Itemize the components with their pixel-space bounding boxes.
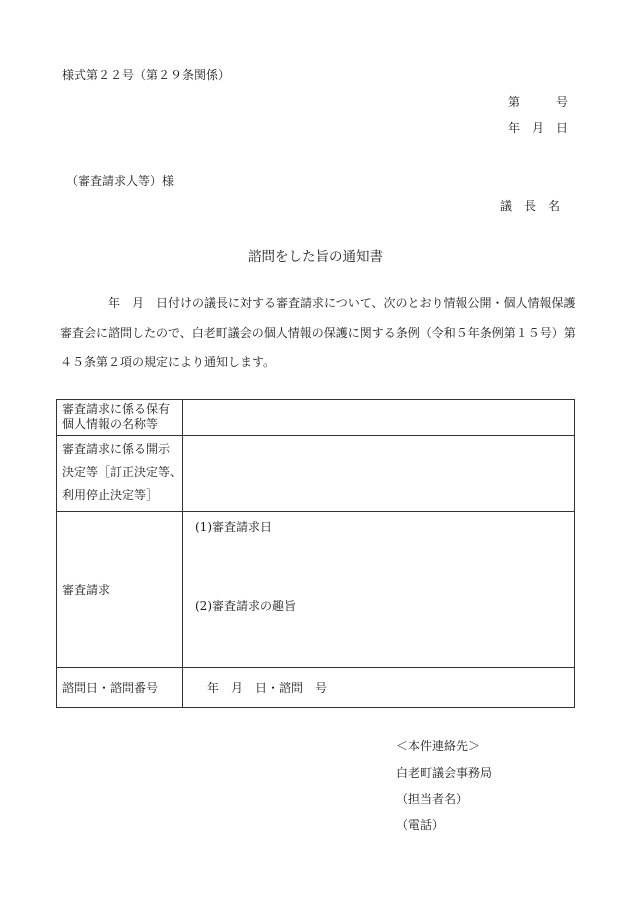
row-label-request	[57, 512, 183, 668]
document-title: 諮問をした旨の通知書	[248, 249, 383, 265]
label-text: 審査請求	[62, 583, 111, 597]
body-line: 年 月 日付けの議長に対する審査請求について、次のとおり情報公開・個人情報保護	[60, 296, 576, 310]
personal-info-field[interactable]	[183, 400, 575, 436]
contact-heading: ＜本件連絡先＞	[396, 739, 481, 753]
sender-name: 議 長 名	[500, 199, 561, 213]
label-line: 審査請求に係る開示	[62, 442, 171, 456]
table-row	[57, 436, 575, 512]
row-label-personal-info	[57, 400, 183, 436]
contact-phone: （電話）	[396, 818, 445, 832]
consultation-value: 年 月 日・諮問 号	[207, 681, 328, 695]
table-row	[57, 668, 575, 708]
disclosure-decision-field[interactable]	[183, 436, 575, 512]
label-line: 利用停止決定等］	[62, 488, 159, 502]
table-row	[57, 400, 575, 436]
label-text: 諮問日・諮問番号	[62, 681, 159, 695]
addressee: （審査請求人等）様	[66, 174, 175, 188]
body-line: 審査会に諮問したので、白老町議会の個人情報の保護に関する条例（令和５年条例第１５号）第	[60, 326, 576, 340]
document-date: 年 月 日	[508, 121, 569, 135]
label-line: 審査請求に係る保有	[62, 402, 171, 416]
consultation-date-number-field[interactable]	[183, 668, 575, 708]
form-number: 様式第２２号（第２９条関係）	[62, 68, 231, 82]
label-line: 決定等［訂正決定等、	[62, 465, 183, 479]
request-table	[56, 399, 575, 708]
label-line: 個人情報の名称等	[62, 417, 159, 431]
request-date-item: (1)審査請求日	[195, 520, 272, 534]
row-label-consultation	[57, 668, 183, 708]
contact-office: 白老町議会事務局	[396, 766, 493, 780]
request-field[interactable]	[183, 512, 575, 668]
row-label-disclosure-decision	[57, 436, 183, 512]
table-row	[57, 512, 575, 668]
request-purpose-item: (2)審査請求の趣旨	[195, 599, 296, 613]
body-line: ４５条第２項の規定により通知します。	[60, 355, 276, 369]
document-number: 第 号	[508, 95, 569, 109]
contact-person: （担当者名）	[396, 792, 469, 806]
